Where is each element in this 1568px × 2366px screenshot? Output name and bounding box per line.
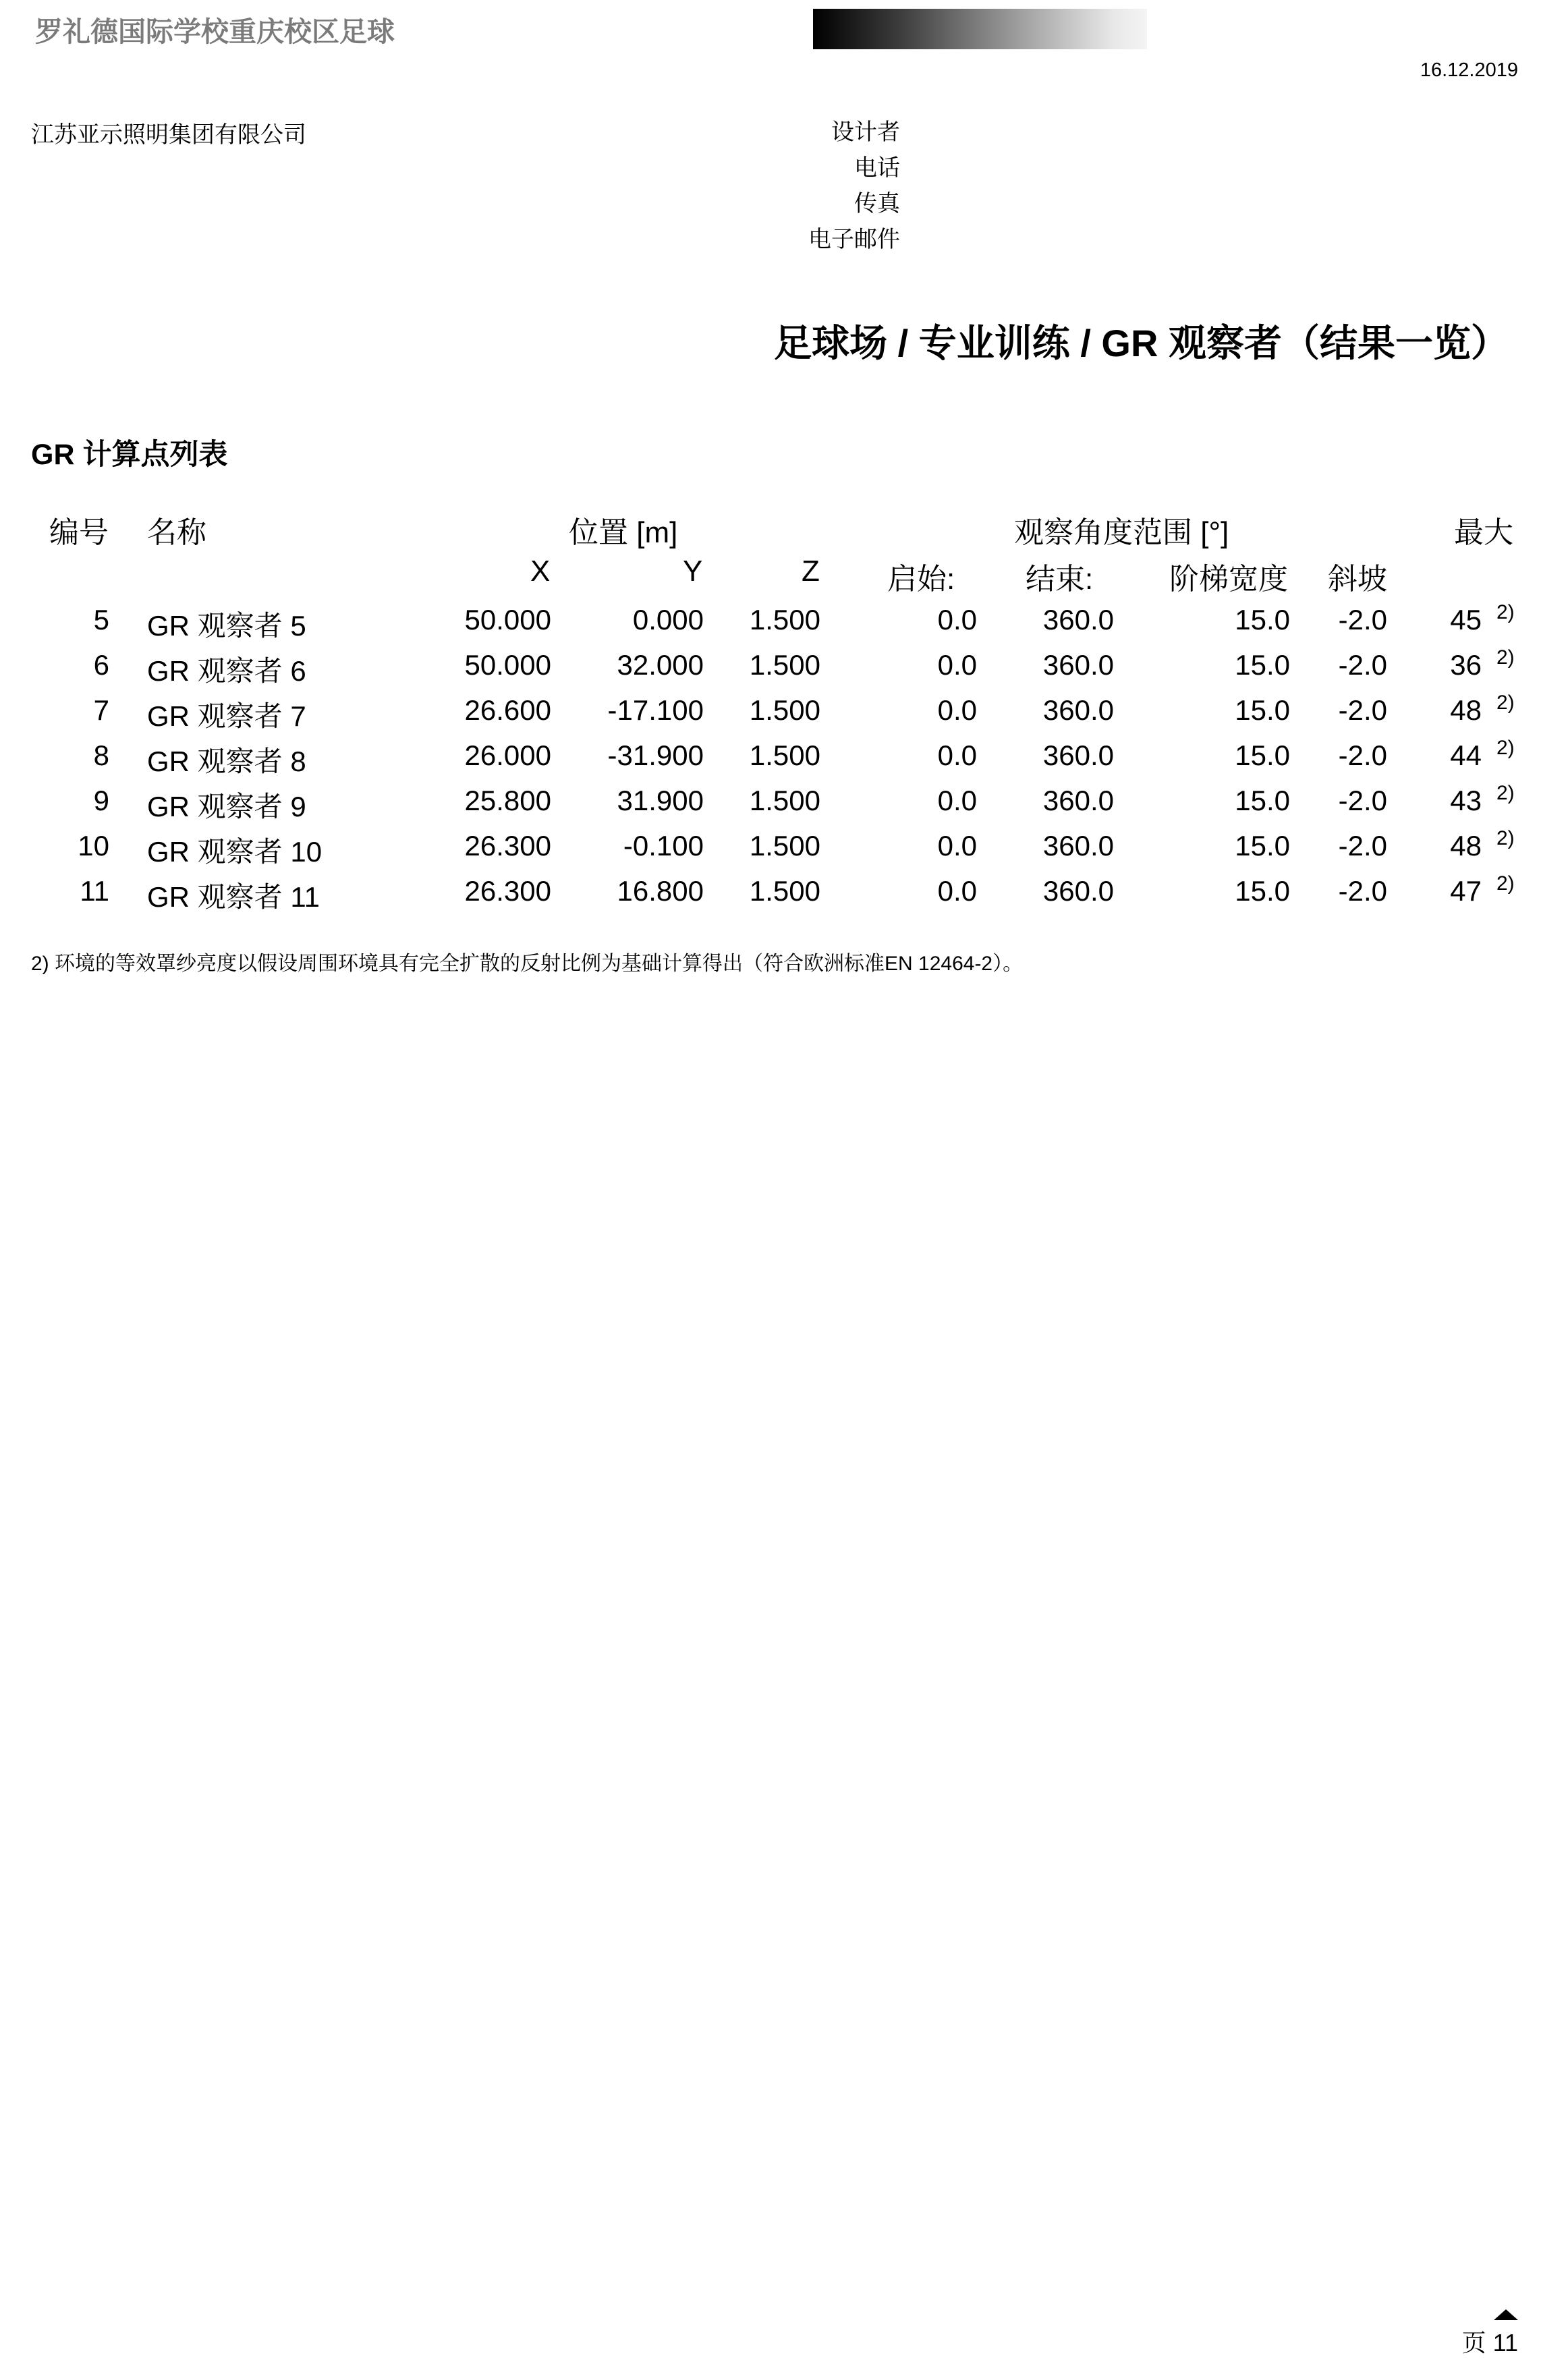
cell-name: GR 观察者 10 (147, 836, 323, 868)
cell-end: 360.0 (1042, 739, 1114, 771)
cell-start: 0.0 (937, 830, 977, 862)
cell-slope: -2.0 (1338, 739, 1387, 771)
cell-name: GR 观察者 7 (147, 700, 306, 732)
cell-y: -31.900 (607, 739, 704, 771)
cell-footnote-ref: 2) (1496, 737, 1515, 759)
footnote: 2) 环境的等效罩纱亮度以假设周围环境具有完全扩散的反射比例为基础计算得出（符合欧洲标准EN 12464-2）。 (31, 953, 1024, 975)
cell-z: 1.500 (749, 739, 820, 771)
cell-no: 10 (78, 830, 109, 862)
cell-end: 360.0 (1042, 604, 1114, 636)
cell-y: -0.100 (623, 830, 704, 862)
header-position: 位置 [m] (569, 516, 678, 549)
header-step: 阶梯宽度 (1169, 563, 1288, 596)
cell-end: 360.0 (1042, 649, 1114, 681)
cell-max: 48 (1450, 694, 1482, 726)
cell-y: 31.900 (617, 785, 704, 816)
email-label: 电子邮件 (808, 227, 900, 252)
cell-no: 8 (93, 739, 109, 771)
cell-step: 15.0 (1235, 830, 1290, 862)
cell-footnote-ref: 2) (1496, 692, 1515, 714)
page-number: 页 11 (1461, 2329, 1518, 2357)
report-date: 16.12.2019 (1420, 59, 1518, 81)
cell-x: 26.600 (464, 694, 551, 726)
cell-x: 25.800 (464, 785, 551, 816)
cell-footnote-ref: 2) (1496, 601, 1515, 623)
cell-end: 360.0 (1042, 875, 1114, 907)
cell-y: 32.000 (617, 649, 704, 681)
cell-max: 43 (1450, 785, 1482, 816)
cell-footnote-ref: 2) (1496, 646, 1515, 669)
cell-name: GR 观察者 8 (147, 745, 306, 777)
header-max: 最大 (1454, 516, 1513, 549)
page-heading: 足球场 / 专业训练 / GR 观察者（结果一览） (774, 322, 1509, 364)
header-slope: 斜坡 (1328, 563, 1387, 596)
cell-y: -17.100 (607, 694, 704, 726)
cell-max: 44 (1450, 739, 1482, 771)
header-z: Z (802, 555, 820, 588)
cell-x: 26.000 (464, 739, 551, 771)
cell-start: 0.0 (937, 739, 977, 771)
cell-no: 7 (93, 694, 109, 726)
cell-end: 360.0 (1042, 694, 1114, 726)
cell-step: 15.0 (1235, 694, 1290, 726)
cell-step: 15.0 (1235, 739, 1290, 771)
cell-slope: -2.0 (1338, 604, 1387, 636)
cell-y: 0.000 (632, 604, 704, 636)
header-end: 结束: (1026, 563, 1094, 596)
cell-z: 1.500 (749, 785, 820, 816)
cell-x: 50.000 (464, 604, 551, 636)
cell-no: 9 (93, 785, 109, 816)
cell-step: 15.0 (1235, 785, 1290, 816)
cell-name: GR 观察者 11 (147, 881, 320, 913)
cell-name: GR 观察者 6 (147, 655, 306, 687)
cell-z: 1.500 (749, 604, 820, 636)
up-arrow-icon (1494, 2309, 1518, 2320)
section-title: GR 计算点列表 (31, 439, 228, 471)
header-y: Y (683, 555, 703, 588)
cell-slope: -2.0 (1338, 649, 1387, 681)
cell-step: 15.0 (1235, 649, 1290, 681)
cell-y: 16.800 (617, 875, 704, 907)
cell-z: 1.500 (749, 649, 820, 681)
header-no: 编号 (49, 516, 109, 549)
cell-footnote-ref: 2) (1496, 782, 1515, 804)
cell-max: 36 (1450, 649, 1482, 681)
phone-label: 电话 (854, 155, 900, 181)
cell-footnote-ref: 2) (1496, 827, 1515, 849)
cell-x: 50.000 (464, 649, 551, 681)
cell-slope: -2.0 (1338, 830, 1387, 862)
cell-slope: -2.0 (1338, 875, 1387, 907)
cell-start: 0.0 (937, 785, 977, 816)
cell-step: 15.0 (1235, 875, 1290, 907)
cell-name: GR 观察者 5 (147, 610, 306, 642)
header-x: X (530, 555, 551, 588)
cell-step: 15.0 (1235, 604, 1290, 636)
cell-end: 360.0 (1042, 830, 1114, 862)
cell-x: 26.300 (464, 830, 551, 862)
cell-max: 47 (1450, 875, 1482, 907)
cell-max: 48 (1450, 830, 1482, 862)
cell-x: 26.300 (464, 875, 551, 907)
cell-no: 11 (80, 875, 109, 907)
designer-label: 设计者 (831, 119, 900, 145)
cell-slope: -2.0 (1338, 694, 1387, 726)
cell-start: 0.0 (937, 875, 977, 907)
company-name: 江苏亚示照明集团有限公司 (31, 122, 306, 148)
cell-no: 6 (93, 649, 109, 681)
cell-start: 0.0 (937, 604, 977, 636)
project-title: 罗礼德国际学校重庆校区足球 (35, 16, 395, 47)
cell-z: 1.500 (749, 830, 820, 862)
cell-footnote-ref: 2) (1496, 872, 1515, 895)
cell-end: 360.0 (1042, 785, 1114, 816)
fax-label: 传真 (854, 191, 900, 217)
header-view-range: 观察角度范围 [°] (1014, 516, 1229, 549)
cell-start: 0.0 (937, 694, 977, 726)
cell-start: 0.0 (937, 649, 977, 681)
cell-max: 45 (1450, 604, 1482, 636)
cell-slope: -2.0 (1338, 785, 1387, 816)
header-gradient-bar (813, 9, 1147, 49)
cell-z: 1.500 (749, 875, 820, 907)
contact-labels (808, 115, 900, 258)
cell-z: 1.500 (749, 694, 820, 726)
header-start: 启始: (887, 563, 955, 596)
header-name: 名称 (147, 516, 206, 549)
cell-no: 5 (93, 604, 109, 636)
cell-name: GR 观察者 9 (147, 791, 306, 822)
